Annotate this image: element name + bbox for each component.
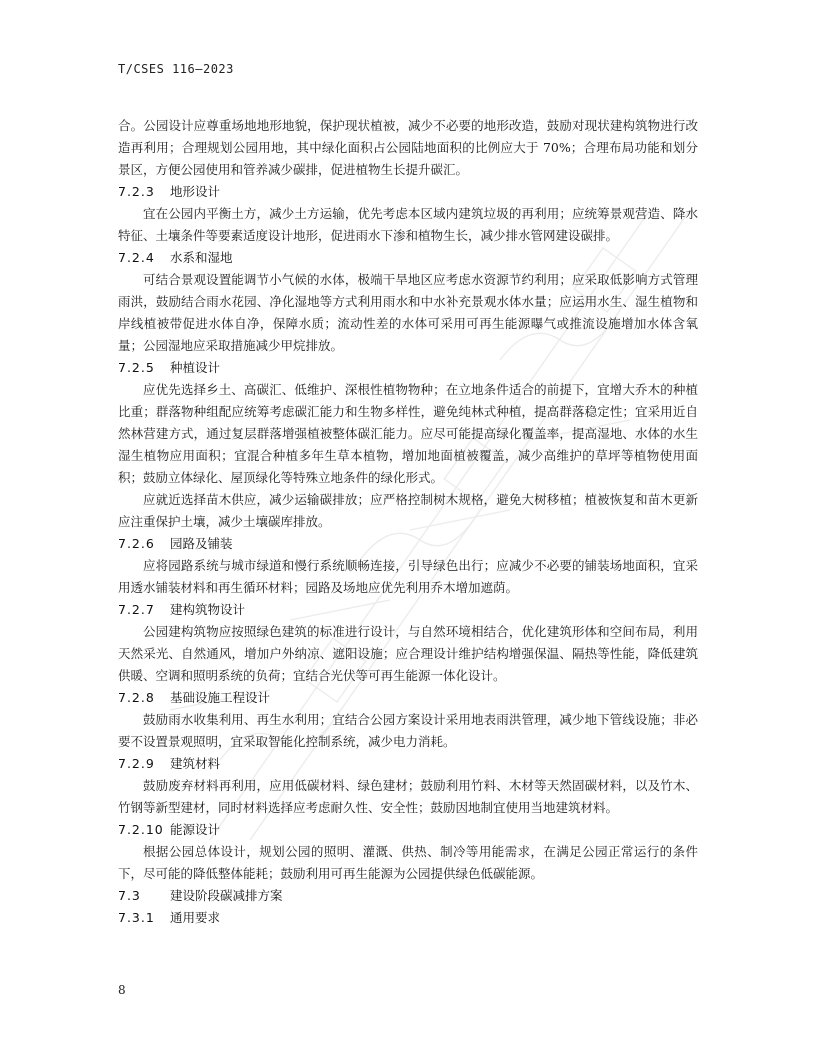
document-code-header: T/CSES 116—2023 [118,62,234,76]
section-number: 7.2.8 [118,690,155,705]
section-title: 建筑材料 [170,756,221,771]
document-body [118,115,698,929]
section-title: 基础设施工程设计 [170,690,271,705]
section-title: 建构筑物设计 [170,602,246,617]
page-number: 8 [118,983,126,997]
section-title: 园路及铺装 [170,536,233,551]
section-heading [118,533,698,555]
body-paragraph: 宜在公园内平衡土方，减少土方运输，优先考虑本区域内建筑垃圾的再利用；应统筹景观营造、降水特征、土壤条件等要素适度设计地形，促进雨水下渗和植物生长，减少排水管网建设碳排。 [118,206,698,243]
section-title: 种植设计 [170,360,221,375]
body-paragraph: 应将园路系统与城市绿道和慢行系统顺畅连接，引导绿色出行；应减少不必要的铺装场地面积，宜采用透水铺装材料和再生循环材料；园路及场地应优先利用乔木增加遮荫。 [118,558,698,595]
section-heading [118,247,698,269]
section-title: 地形设计 [170,184,221,199]
body-paragraph: 公园建构筑物应按照绿色建筑的标准进行设计，与自然环境相结合，优化建筑形体和空间布局，利用天然采光、自然通风，增加户外纳凉、遮阳设施；应合理设计维护结构增强保温、隔热等性能，降低建筑供暖、空调和照明系统的负荷；宜结合光伏等可再生能源一体化设计。 [118,624,698,683]
section-number: 7.2.9 [118,756,155,771]
body-paragraph: 合。公园设计应尊重场地地形地貌，保护现状植被，减少不必要的地形改造，鼓励对现状建构筑物进行改造再利用；合理规划公园用地，其中绿化面积占公园陆地面积的比例应大于 70%；合理布局功能和划分景区，方便公园使用和管养减少碳排，促进植物生长提升碳汇。 [118,118,698,177]
section-number: 7.2.10 [118,822,164,837]
body-paragraph: 鼓励雨水收集利用、再生水利用；宜结合公园方案设计采用地表雨洪管理，减少地下管线设施；非必要不设置景观照明，宜采取智能化控制系统，减少电力消耗。 [118,712,698,749]
section-heading [118,181,698,203]
section-title: 水系和湿地 [170,250,233,265]
section-heading [118,819,698,841]
body-paragraph: 应就近选择苗木供应，减少运输碳排放；应严格控制树木规格，避免大树移植；植被恢复和苗木更新应注重保护土壤，减少土壤碳库排放。 [118,492,698,529]
section-title: 通用要求 [170,910,221,925]
body-paragraph: 可结合景观设置能调节小气候的水体，极端干旱地区应考虑水资源节约利用；应采取低影响方式管理雨洪，鼓励结合雨水花园、净化湿地等方式利用雨水和中水补充景观水体水量；应运用水生、湿生植物和岸线植被带促进水体自净，保障水质；流动性差的水体可采用可再生能源曝气或推流设施增加水体含氧量；公园湿地应采取措施减少甲烷排放。 [118,272,698,353]
section-number: 7.2.7 [118,602,155,617]
section-heading [118,599,698,621]
section-number: 7.3 [118,888,141,903]
section-heading [118,357,698,379]
section-number: 7.2.3 [118,184,155,199]
section-heading [118,907,698,929]
section-heading [118,753,698,775]
section-heading [118,687,698,709]
section-number: 7.2.5 [118,360,155,375]
body-paragraph: 根据公园总体设计，规划公园的照明、灌溉、供热、制冷等用能需求，在满足公园正常运行的条件下，尽可能的降低整体能耗；鼓励利用可再生能源为公园提供绿色低碳能源。 [118,844,698,881]
section-number: 7.2.4 [118,250,155,265]
body-paragraph: 应优先选择乡土、高碳汇、低维护、深根性植物物种；在立地条件适合的前提下，宜增大乔木的种植比重；群落物种组配应统筹考虑碳汇能力和生物多样性，避免纯林式种植，提高群落稳定性；宜采用近自然林营建方式，通过复层群落增强植被整体碳汇能力。应尽可能提高绿化覆盖率，提高湿地、水体的水生湿生植物应用面积；宜混合种植多年生草本植物，增加地面植被覆盖，减少高维护的草坪等植物使用面积；鼓励立体绿化、屋顶绿化等特殊立地条件的绿化形式。 [118,382,698,485]
body-paragraph: 鼓励废弃材料再利用，应用低碳材料、绿色建材；鼓励利用竹料、木材等天然固碳材料，以及竹木、竹钢等新型建材，同时材料选择应考虑耐久性、安全性；鼓励因地制宜使用当地建筑材料。 [118,778,698,815]
section-heading [118,885,698,907]
section-title: 建设阶段碳减排方案 [170,888,283,903]
section-title: 能源设计 [170,822,221,837]
section-number: 7.3.1 [118,910,155,925]
section-number: 7.2.6 [118,536,155,551]
